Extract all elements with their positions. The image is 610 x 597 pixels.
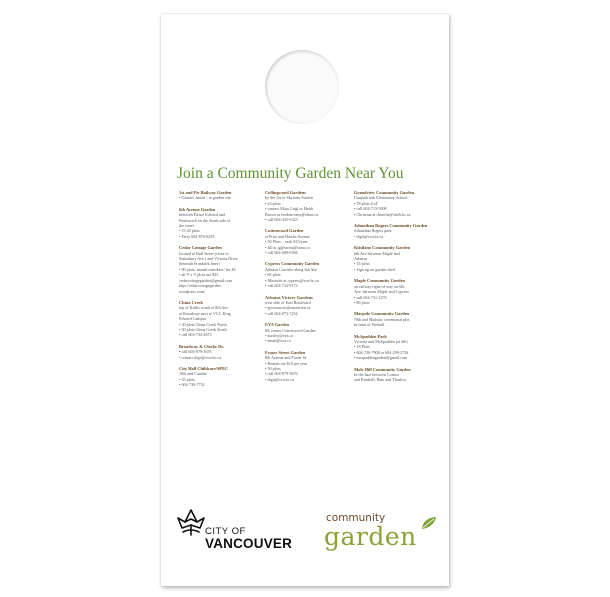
garden-entry: [354, 223, 441, 239]
garden-entry-title: City Hall Childcare/SPEC: [179, 365, 229, 371]
garden-entry-line: • 50 plots: [265, 365, 281, 371]
garden-entry-line: in front of Firehall: [354, 322, 385, 328]
garden-entry-title: EYA Garden: [265, 322, 290, 328]
garden-entry: [354, 278, 441, 305]
garden-entry: [179, 245, 266, 294]
garden-entry-line: • Contact Justin – at garden site: [179, 195, 231, 201]
garden-entry-line: • digit@vcn.bc.ca: [265, 376, 295, 382]
garden-entry-title: McSpadden Park: [354, 333, 387, 339]
garden-entry-line: • 50 Plots – each $15/year: [265, 239, 308, 245]
garden-entry-line: • Maxorite at cypress@vcn.bc.ca: [265, 277, 319, 283]
garden-entry-line: • 23 plots: [265, 200, 281, 206]
garden-entry-line: 6th Ave between Maple and: [354, 250, 400, 256]
city-of-vancouver-mark-icon: [175, 504, 207, 538]
garden-entry-line: • call 604-873-7254: [265, 310, 298, 316]
garden-entry-line: (beneath Frankfirk lines): [179, 261, 220, 267]
garden-entry-title: Fraser Street Garden: [265, 349, 306, 355]
garden-entry-line: at Broadway next to VCC King: [179, 310, 231, 316]
garden-entry: [265, 322, 352, 344]
garden-entry: [354, 334, 441, 361]
garden-entry-line: Brunswick on the South side of: [179, 217, 231, 223]
garden-entry-line: • email@eya.ca: [265, 338, 291, 344]
garden-entry-line: • 604-720-7908 or 604-290-2756: [354, 349, 409, 355]
garden-entry-line: • contact digit@vcn.bc.ca: [179, 354, 222, 360]
community-garden-logo: [326, 512, 441, 562]
garden-entry: [265, 261, 352, 288]
garden-entry-line: the street: [179, 223, 194, 229]
door-hanger-card: [161, 14, 449, 586]
garden-list-column-3: [354, 190, 441, 389]
garden-entry-line: Brown at feedeircomy@shaw.ca: [265, 211, 319, 217]
garden-entry-title: Johnathan Rogers Community Garden: [354, 223, 428, 229]
garden-entry-line: • 604-736-7732: [179, 382, 205, 388]
garden-entry-line: wordpress.com/: [179, 288, 206, 294]
garden-entry-line: on railway right-of-way on 6th: [354, 283, 405, 289]
community-label: community: [326, 512, 386, 524]
garden-entry-line: 70th and Hudson, ceremonial plot: [354, 316, 410, 322]
garden-entry-line: • Jill at jg@strins@shaw.ca: [265, 244, 310, 250]
garden-entry: [265, 295, 352, 317]
garden-entry-line: • call 604-713-5008: [354, 206, 387, 212]
garden-entry-line: • digit@vcn.bc.ca: [354, 233, 384, 239]
garden-list-column-2: [265, 190, 352, 388]
garden-entry-line: between Prince Edward and: [179, 212, 225, 218]
garden-entry-line: top of Kittlis south of 8th Ave: [179, 305, 228, 311]
garden-entry-line: • gcresources@uacntrien.ca: [265, 305, 311, 311]
garden-entry-line: Johnathan Rogers park: [354, 228, 392, 234]
garden-entry-title: Kitsilano Community Garden: [354, 245, 411, 251]
garden-entry-title: Cypress Community Garden: [265, 261, 320, 267]
garden-entry-line: Arbutus: [354, 256, 368, 262]
garden-entry-line: • mcspaddengarden@gmail.com: [354, 355, 408, 361]
garden-entry: [265, 350, 352, 382]
garden-entry-line: In the lane between Comox: [354, 371, 400, 377]
garden-entry: [354, 245, 441, 272]
garden-entry: [179, 207, 266, 239]
garden-entry-line: • call 604-435-0323: [265, 217, 298, 223]
garden-entry-title: Cottonwood Garden: [265, 228, 304, 234]
garden-entry-title: Marpole Community Garden: [354, 311, 410, 317]
garden-entry-line: cedarcottagegarden@gmail.com: [179, 277, 232, 283]
vancouver-label: VANCOUVER: [205, 536, 293, 551]
garden-entry-line: Edward Campus: [179, 316, 207, 322]
garden-entry-line: west side of East Boulevard: [265, 299, 311, 305]
garden-entry: [354, 367, 441, 383]
garden-entry-line: • call 604-608-0384: [265, 250, 298, 256]
garden-entry-title: Collingwood Gardens: [265, 190, 306, 195]
garden-entry-line: at Prior and Hawks Avenue: [265, 233, 310, 239]
garden-entry-line: Ave. between Maple and Cypress: [354, 289, 409, 295]
garden-entry-line: • 30 plots China Creek North: [179, 321, 227, 327]
garden-entry: [265, 190, 352, 222]
garden-entry-line: • contact Maja Grigl or Heidi: [265, 206, 313, 212]
garden-entry-line: • 65 plots: [265, 272, 281, 278]
garden-entry-title: Arbutus Victory Gardens: [265, 294, 313, 300]
garden-entry-line: by the Joyce Skytrain Station: [265, 195, 313, 201]
garden-entry-line: Stainsbury Ave.) and Victoria Drive: [179, 256, 238, 262]
garden-entry-title: 1st and Fir Railway Garden: [179, 190, 232, 195]
garden-entry-title: Broadway & Clarke Dr.: [179, 343, 224, 349]
garden-entry-line: located at Hull Street (close to: [179, 250, 229, 256]
garden-entry-title: Cedar Cottage Garden: [179, 245, 222, 251]
garden-entry-line: • 18 Plots: [354, 344, 370, 350]
garden-entry-line: • Christina at cbuerlst@shelt.bc.ca: [354, 211, 411, 217]
garden-entry-title: Maple Community Garden: [354, 278, 405, 284]
garden-entry-line: • kurtley@eya.ca: [265, 332, 294, 338]
garden-entry-line: • call 604-879-3676: [179, 349, 212, 355]
garden-entry-line: • all 9' x 3' plots are $25: [179, 272, 219, 278]
garden-entry: [354, 311, 441, 327]
garden-entry-line: • 78 plots 4'x4': [354, 200, 379, 206]
garden-entry: [179, 366, 266, 388]
garden-entry: [179, 344, 266, 360]
garden-entry-line: • call 604-879-3676: [265, 371, 298, 377]
hanger-hole: [265, 50, 339, 124]
garden-entry: [354, 190, 441, 217]
garden-entry-line: • call 604-734-4673: [179, 332, 212, 338]
garden-label: garden: [324, 522, 417, 551]
city-of-vancouver-logo: [175, 504, 295, 554]
garden-entry-line: and Pendrell, Bute and Thurlow: [354, 377, 407, 383]
garden-entry-line: http://cedarcottagegarden.: [179, 283, 222, 289]
garden-entry-line: Uuujuuk'uuk Elementary School: [354, 195, 408, 201]
garden-list-column-1: [179, 190, 266, 394]
leaf-icon: [421, 516, 437, 530]
garden-entry-line: 8th Avenue and Fraser St.: [265, 355, 308, 361]
garden-entry-line: • 80 plots: [354, 299, 370, 305]
garden-entry: [265, 228, 352, 255]
garden-entry-line: • 30 plots China Creek South: [179, 326, 227, 332]
city-of-label: CITY OF: [205, 526, 246, 537]
garden-entry-title: China Creek: [179, 299, 203, 305]
garden-entry-line: • Sign up on garden shed: [354, 266, 395, 272]
garden-entry-title: Grandview Community Garden: [354, 190, 415, 195]
garden-entry-line: SE corner Cottonwood Garden: [265, 327, 316, 333]
garden-entry-line: • 35 plots: [354, 261, 370, 267]
garden-entry: [179, 190, 266, 201]
garden-entry-title: 6th Avenue Garden: [179, 206, 216, 212]
garden-entry-line: Victoria and McSpadden (at 4th): [354, 338, 408, 344]
garden-entry-line: • 15 20 plots: [179, 228, 200, 234]
garden-entry-line: • Terry 604-876-6259: [179, 233, 215, 239]
garden-entry-line: • call 604-732-9173: [265, 283, 298, 289]
page-title: Join a Community Garden Near You: [177, 165, 404, 182]
garden-entry-title: Mole Hill Community Garden: [354, 366, 411, 372]
garden-entry-line: Arbutus Corridor along 6th Ave: [265, 266, 317, 272]
garden-entry-line: • Rentals are $10 per year: [265, 360, 308, 366]
garden-entry-line: • 35 plots: [179, 376, 195, 382]
garden-entry-line: • call 604-731-1276: [354, 294, 387, 300]
garden-entry: [179, 300, 266, 338]
garden-entry-line: • 90 plots, annual members’ fee $5: [179, 266, 236, 272]
garden-entry-line: 10th and Cambie: [179, 371, 207, 377]
